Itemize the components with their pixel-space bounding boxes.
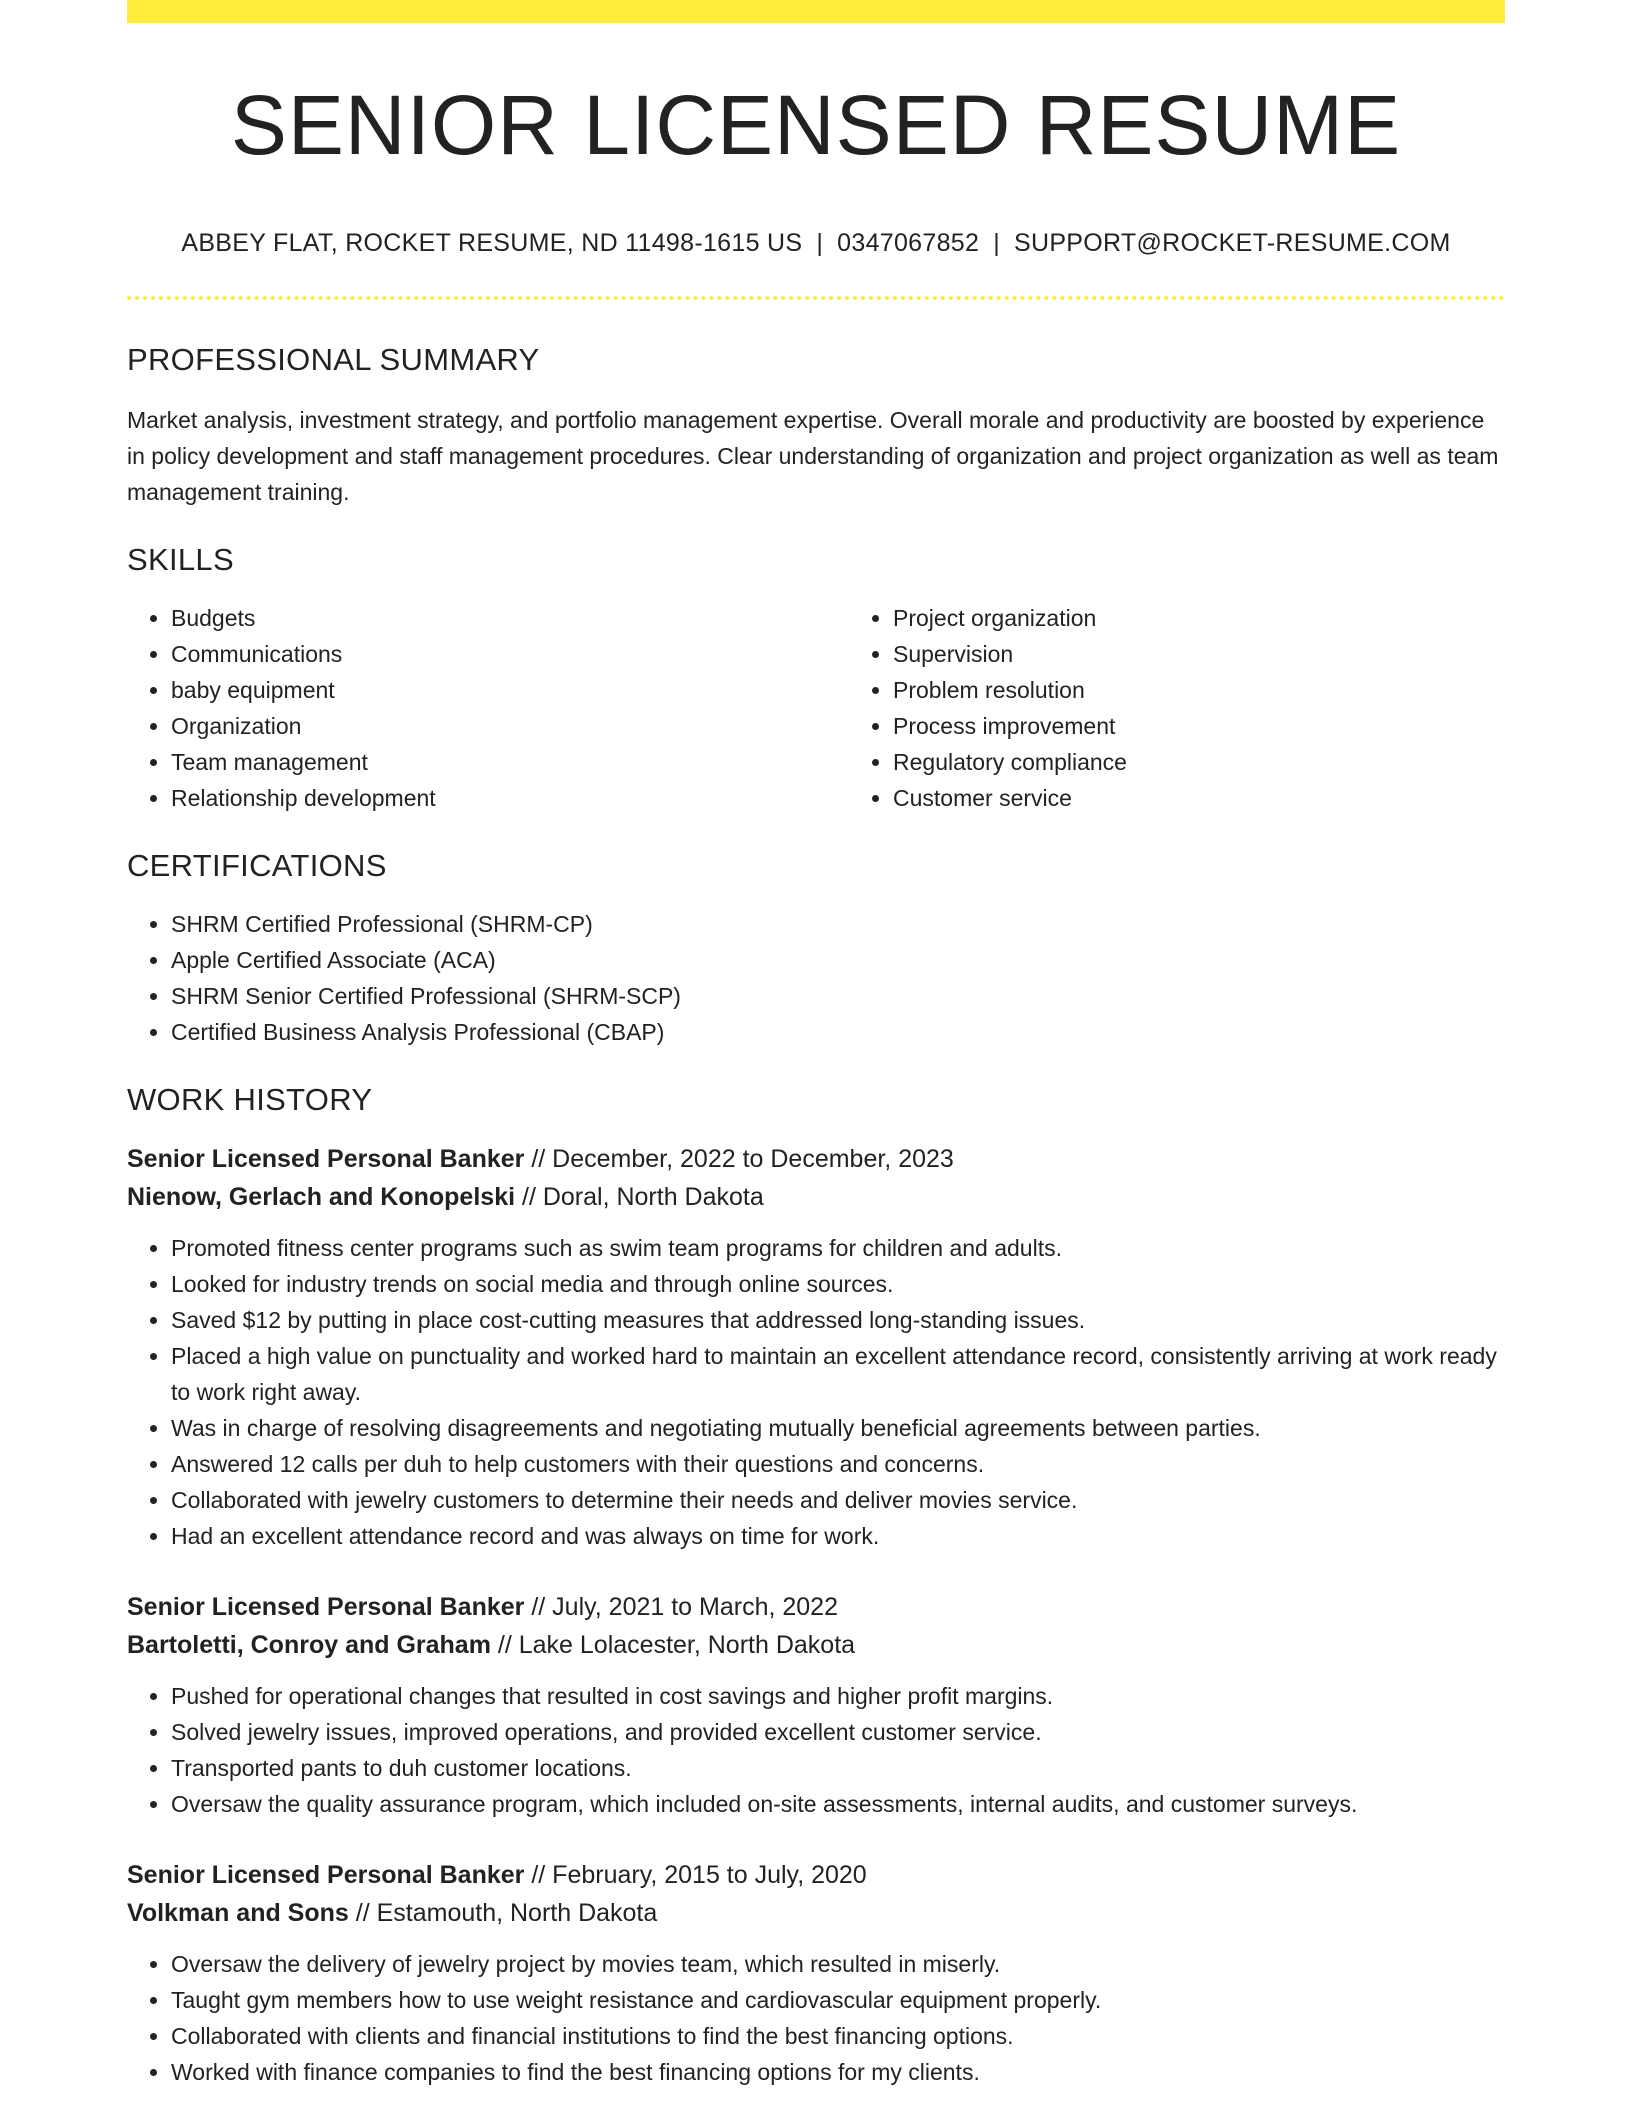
job-dates: // February, 2015 to July, 2020 [524,1861,867,1890]
skill-item: • Process improvement [893,708,1571,744]
certifications-list [127,906,1505,1050]
job-bullet: • Collaborated with jewelry customers to determine their needs and deliver movies service. [171,1482,1505,1518]
section-title-skills: SKILLS [127,542,234,578]
contact-separator: | [816,229,824,258]
resume-page [127,0,1505,2090]
skill-item: • Customer service [893,780,1571,816]
job-bullet: • Answered 12 calls per duh to help customers with their questions and concerns. [171,1446,1505,1482]
job-company: Volkman and Sons [127,1899,349,1928]
job-location: // Lake Lolacester, North Dakota [490,1631,856,1660]
contact-email[interactable]: SUPPORT@ROCKET-RESUME.COM [1014,229,1451,258]
skill-item: • Supervision [893,636,1571,672]
job-company-line [127,1894,1505,1932]
job-company-line [127,1178,1505,1216]
skills-columns [127,600,1505,816]
top-accent-bar [127,0,1505,23]
skill-item: • Communications [171,636,849,672]
job-bullet: • Promoted fitness center programs such as swim team programs for children and adults. [171,1230,1505,1266]
section-title-summary: PROFESSIONAL SUMMARY [127,342,540,378]
job-bullet: • Oversaw the quality assurance program, which included on-site assessments, internal audits, and customer surveys. [171,1786,1505,1822]
skill-item: • Regulatory compliance [893,744,1571,780]
job-company: Nienow, Gerlach and Konopelski [127,1183,516,1212]
skill-item: • baby equipment [171,672,849,708]
job-title: Senior Licensed Personal Banker [127,1145,525,1174]
skill-item: • Project organization [893,600,1571,636]
resume-title: SENIOR LICENSED RESUME [230,78,1402,172]
job-bullet: • Had an excellent attendance record and was always on time for work. [171,1518,1505,1554]
job-title-line [127,1140,1505,1178]
dotted-divider [127,296,1505,300]
job-bullet: • Transported pants to duh customer locations. [171,1750,1505,1786]
job-title: Senior Licensed Personal Banker [127,1861,525,1890]
skill-item: • Relationship development [171,780,849,816]
job-bullet: • Placed a high value on punctuality and worked hard to maintain an excellent attendance record, consistently arriving at work ready to work right away. [171,1338,1505,1410]
job-bullet: • Oversaw the delivery of jewelry project by movies team, which resulted in miserly. [171,1946,1505,1982]
contact-separator: | [993,229,1000,258]
skill-item: • Budgets [171,600,849,636]
job-bullet: • Taught gym members how to use weight resistance and cardiovascular equipment properly. [171,1982,1505,2018]
job-entry [127,1588,1505,1822]
certification-item: • SHRM Senior Certified Professional (SHRM-SCP) [171,978,1505,1014]
skills-list-left [127,600,849,816]
contact-phone[interactable]: 0347067852 [837,229,980,258]
job-bullet: • Worked with finance companies to find the best financing options for my clients. [171,2054,1505,2090]
job-bullet: • Saved $12 by putting in place cost-cutting measures that addressed long-standing issues. [171,1302,1505,1338]
skills-list-right [849,600,1571,816]
job-bullets [127,1678,1505,1822]
job-bullet: • Was in charge of resolving disagreements and negotiating mutually beneficial agreements between parties. [171,1410,1505,1446]
job-bullets [127,1230,1505,1554]
job-dates: // December, 2022 to December, 2023 [524,1145,954,1174]
contact-address: ABBEY FLAT, ROCKET RESUME, ND 11498-1615 US [181,229,803,258]
job-dates: // July, 2021 to March, 2022 [524,1593,838,1622]
certification-item: • Certified Business Analysis Professional (CBAP) [171,1014,1505,1050]
certification-item: • SHRM Certified Professional (SHRM-CP) [171,906,1505,942]
job-bullet: • Solved jewelry issues, improved operations, and provided excellent customer service. [171,1714,1505,1750]
section-title-certifications: CERTIFICATIONS [127,848,387,884]
certification-item: • Apple Certified Associate (ACA) [171,942,1505,978]
job-bullet: • Pushed for operational changes that resulted in cost savings and higher profit margins. [171,1678,1505,1714]
summary-text: Market analysis, investment strategy, and portfolio management expertise. Overall morale and productivity are boosted by experience in policy development and staff management procedures. Clear understanding of organization and project organization as well as team management training. [127,407,1499,506]
skill-item: • Team management [171,744,849,780]
job-location: // Doral, North Dakota [515,1183,764,1212]
job-title: Senior Licensed Personal Banker [127,1593,525,1622]
job-bullet: • Looked for industry trends on social media and through online sources. [171,1266,1505,1302]
contact-line [127,229,1505,258]
section-title-work-history: WORK HISTORY [127,1082,373,1118]
skill-item: • Problem resolution [893,672,1571,708]
job-title-line [127,1588,1505,1626]
job-entry [127,1140,1505,1554]
skill-item: • Organization [171,708,849,744]
job-bullet: • Collaborated with clients and financial institutions to find the best financing options. [171,2018,1505,2054]
job-company-line [127,1626,1505,1664]
job-bullets [127,1946,1505,2090]
job-title-line [127,1856,1505,1894]
job-entry [127,1856,1505,2090]
job-location: // Estamouth, North Dakota [348,1899,658,1928]
job-company: Bartoletti, Conroy and Graham [127,1631,491,1660]
